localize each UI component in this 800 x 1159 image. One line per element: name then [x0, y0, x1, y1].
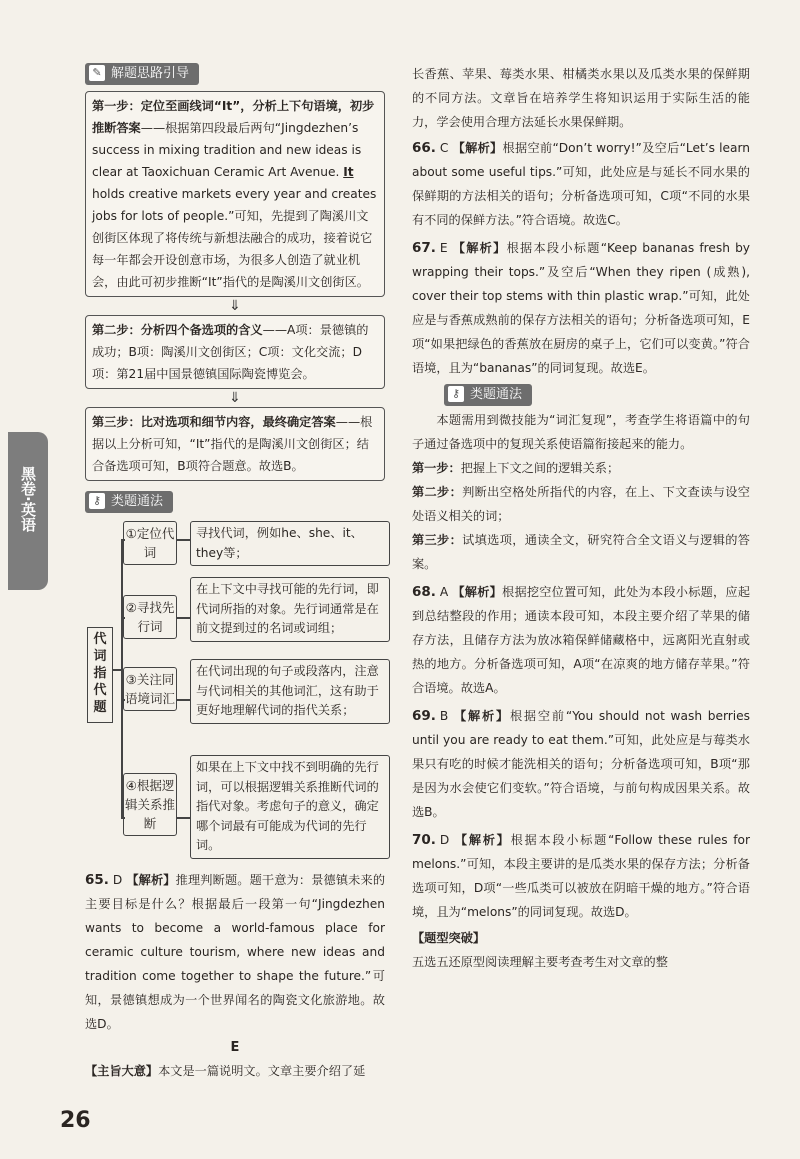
analysis-tag: 【解析】 — [452, 585, 503, 599]
step1-text: ——根据第四段最后两句“Jingdezhen’s success in mixing tradition and new ideas is clear at Taoxichuan Ceramic Art Avenue. — [92, 121, 362, 179]
section-title-thinking — [85, 63, 199, 85]
tree-leaf-3: 在代词出现的句子或段落内，注意与代词相关的其他词汇，这有助于更好地理解代词的指代关系； — [190, 659, 390, 724]
tree-node-4: ④根据逻辑关系推断 — [123, 773, 177, 836]
method-step-2 — [412, 480, 750, 528]
tree-node-1: ①定位代词 — [123, 521, 177, 565]
step1-heading: 第一步：定位至画线词“It”，分析上下句语境，初步推断答案 — [92, 99, 375, 135]
section-e-heading: E — [230, 1040, 240, 1055]
main-idea — [85, 1059, 385, 1083]
tree-node-3: ③关注同语境词汇 — [123, 667, 177, 711]
answer-letter: B — [439, 709, 449, 723]
step1-box — [85, 91, 385, 297]
answer-letter: A — [439, 585, 449, 599]
step3-heading: 第三步：比对选项和细节内容，最终确定答案 — [92, 415, 336, 429]
method-step-1 — [412, 456, 750, 480]
tree-leaf-1: 寻找代词，例如he、she、it、they等； — [190, 521, 390, 566]
step2-text: ——A项：景德镇的成功；B项：陶溪川文创街区；C项：文化交流；D项：第21届中国景德镇国际陶瓷博览会。 — [92, 323, 369, 381]
sidebar-label: 黑卷·英语 — [19, 466, 37, 532]
question-69 — [412, 704, 750, 824]
method-step-3 — [412, 528, 750, 576]
step1-text-cont: holds creative markets every year and creates jobs for lots of people.”可知，先提到了陶溪川文创街区体现了将传统与新想法融合的成功，接着说它每一年都会开设创意市场，为很多人创造了就业机会，由此可初步推断“It”指代的是陶溪川文创街区。 — [92, 187, 377, 289]
main-idea-cont: 长香蕉、苹果、莓类水果、柑橘类水果以及瓜类水果的保鲜期的不同方法。文章旨在培养学生将知识运用于实际生活的能力，学会使用合理方法延长水果保鲜期。 — [412, 67, 750, 129]
question-number: 67. — [412, 240, 436, 256]
underlined-it: It — [343, 165, 354, 179]
step-label: 第二步： — [412, 485, 463, 499]
analysis-tag: 【解析】 — [452, 241, 507, 255]
analysis-text: 根据本段小标题“Follow these rules for melons.”可知，本段主要讲的是瓜类水果的保存方法；分析备选项可知，D项“一些瓜类可以被放在阴暗干燥的地方。”符合语境，且为“melons”的同词复现。故选D。 — [412, 833, 750, 919]
question-number: 65. — [85, 872, 109, 888]
step3-box — [85, 407, 385, 481]
question-number: 69. — [412, 708, 436, 724]
section-title-text: 类题通法 — [470, 387, 523, 402]
tree-node-2: ②寻找先行词 — [123, 595, 177, 639]
pencil-note-icon: ✎ — [89, 65, 105, 81]
breakthrough-tag: 【题型突破】 — [412, 931, 486, 945]
analysis-text: 根据本段小标题“Keep bananas fresh by wrapping their tops.”及空后“When they ripen (成熟), cover their top stems with thin plastic wrap.”可知，此处应是与香蕉成熟前的保存方法相关的语句；分析备选项可知，E项“如果把绿色的香蕉放在厨房的桌子上，它们可以变黄。”符合语境，且为“bananas”的同词复现。故选E。 — [412, 241, 751, 375]
analysis-text: 根据空前“You should not wash berries until you are ready to eat them.”可知，此处应是与莓类水果只有吃的时候才能洗相关的语句；分析备选项可知，B项“那是因为水会使它们变软。”符合语境，与前句构成因果关系。故选B。 — [412, 709, 751, 819]
analysis-text: 根据挖空位置可知，此处为本段小标题，应起到总结整段的作用；通读本段可知，本段主要介绍了苹果的储存方法，且储存方法为放冰箱保鲜储藏格中，远离阳光直射或热的地方。分析备选项可知，A项“在凉爽的地方储存苹果。”符合语境。故选A。 — [412, 585, 751, 695]
question-number: 66. — [412, 140, 436, 156]
tree-leaf-4: 如果在上下文中找不到明确的先行词，可以根据逻辑关系推断代词的指代对象。考虑句子的意义，确定哪个词最有可能成为代词的先行词。 — [190, 755, 390, 859]
answer-letter: E — [439, 241, 448, 255]
breakthrough-heading — [412, 926, 750, 950]
question-67 — [412, 236, 750, 380]
answer-letter: C — [439, 141, 449, 155]
tree-root: 代词指代题 — [87, 627, 113, 723]
question-number: 68. — [412, 584, 436, 600]
step-text: 试填选项，通读全文，研究符合全文语义与逻辑的答案。 — [412, 533, 750, 571]
section-title-method-right — [444, 384, 532, 406]
step-label: 第一步： — [412, 461, 461, 475]
section-title-text: 解题思路引导 — [111, 66, 190, 81]
step2-heading: 第二步：分析四个备选项的含义 — [92, 323, 263, 337]
step3-text: ——根据以上分析可知，“It”指代的是陶溪川文创街区；结合备选项可知，B项符合题意。故选B。 — [92, 415, 373, 473]
key-icon: ⚷ — [89, 493, 105, 509]
step2-box — [85, 315, 385, 389]
step-text: 把握上下文之间的逻辑关系； — [460, 461, 620, 475]
main-idea-text: 本文是一篇说明文。文章主要介绍了延 — [158, 1064, 366, 1078]
question-66 — [412, 136, 750, 232]
tree-connector — [177, 539, 190, 541]
analysis-tag: 【解析】 — [453, 709, 510, 723]
pronoun-method-tree — [85, 519, 385, 864]
page-number: 26 — [60, 1108, 91, 1133]
analysis-tag: 【解析】 — [454, 833, 511, 847]
method-intro: 本题需用到微技能为“词汇复现”，考查学生将语篇中的句子通过备选项中的复现关系使语篇衔接起来的能力。 — [412, 413, 750, 451]
tree-connector — [177, 617, 190, 619]
down-arrow-icon: ⇓ — [229, 390, 241, 406]
analysis-tag: 【解析】 — [126, 873, 176, 887]
right-column — [412, 62, 750, 974]
step-label: 第三步： — [412, 533, 463, 547]
question-70 — [412, 828, 750, 924]
question-68 — [412, 580, 750, 700]
tree-connector — [177, 817, 190, 819]
tree-leaf-2: 在上下文中寻找可能的先行词，即代词所指的对象。先行词通常是在前文提到过的名词或词组； — [190, 577, 390, 642]
sidebar-subject-tab — [8, 432, 48, 590]
down-arrow-icon: ⇓ — [229, 298, 241, 314]
main-idea-tag: 【主旨大意】 — [85, 1064, 159, 1078]
question-number: 70. — [412, 832, 436, 848]
section-title-text: 类题通法 — [111, 494, 164, 509]
key-icon: ⚷ — [448, 386, 464, 402]
analysis-text: 根据空前“Don’t worry!”及空后“Let’s learn about some useful tips.”可知，此处应是与延长不同水果的保鲜期的方法相关的语句；分析备选项可知，C项“不同的水果有不同的保鲜方法。”符合语境。故选C。 — [412, 141, 751, 227]
answer-letter: D — [439, 833, 450, 847]
analysis-text: 推理判断题。题干意为：景德镇未来的主要目标是什么？根据最后一段第一句“Jingdezhen wants to become a world-famous place for ceramic culture tourism, where new ideas and tradition come together to shape the future.”可知，景德镇想成为一个世界闻名的陶瓷文化旅游地。故选D。 — [85, 873, 386, 1031]
section-title-method — [85, 491, 173, 513]
analysis-tag: 【解析】 — [452, 141, 503, 155]
question-65 — [85, 868, 385, 1036]
breakthrough-text: 五选五还原型阅读理解主要考查考生对文章的整 — [412, 955, 668, 969]
tree-connector — [177, 699, 190, 701]
left-column — [85, 62, 385, 1083]
answer-letter: D — [112, 873, 123, 887]
step-text: 判断出空格处所指代的内容，在上、下文查读与设空处语义相关的词； — [412, 485, 750, 523]
